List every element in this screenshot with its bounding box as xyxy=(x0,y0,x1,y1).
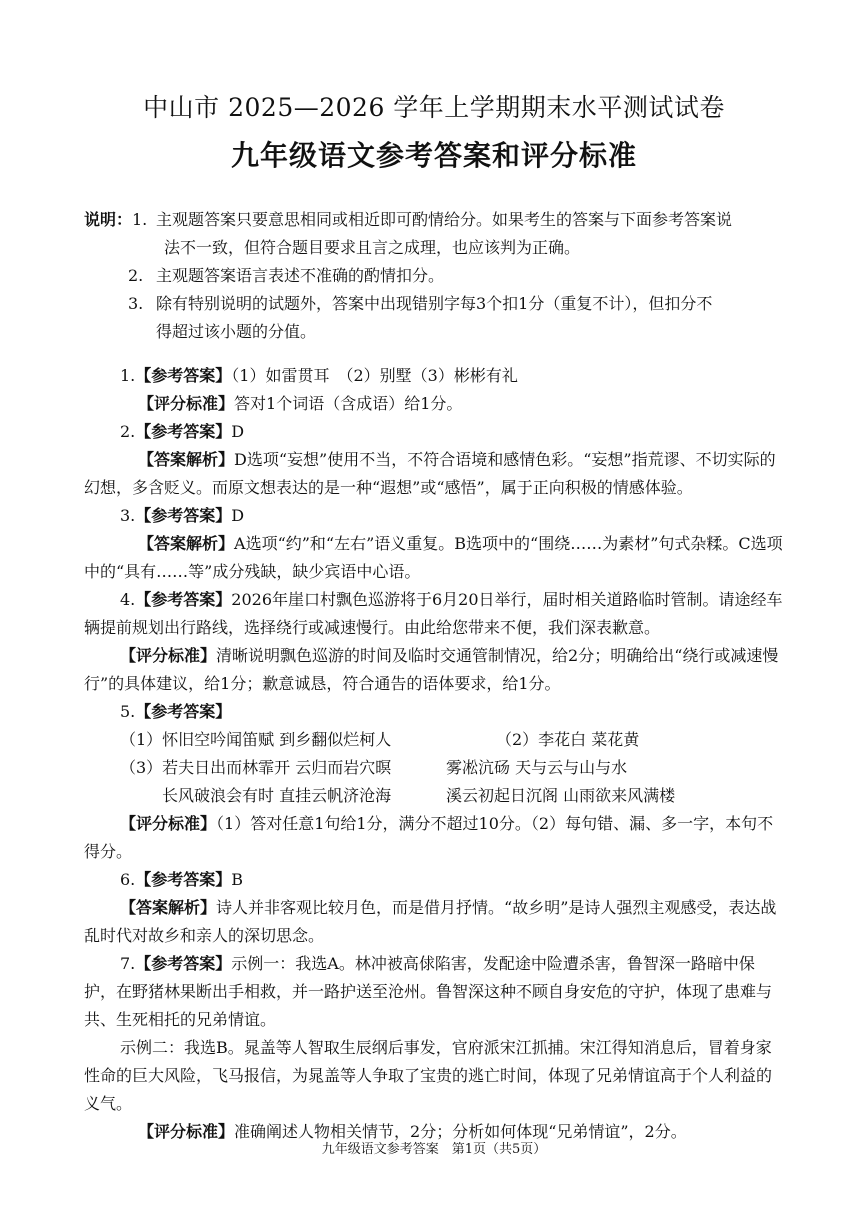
instruction-text-continued: 得超过该小题的分值。 xyxy=(156,322,317,341)
answer-text: 2026年崖口村飘色巡游将于6月20日举行，届时相关道路临时管制。请途经车辆提前规划出行路线，选择绕行或减速慢行。由此给您带来不便，我们深表歉意。 xyxy=(84,590,783,637)
question-4-answer xyxy=(84,586,786,642)
instruction-number: 1. xyxy=(132,210,148,229)
exam-title: 中山市 2025—2026 学年上学期期末水平测试试卷 xyxy=(143,93,725,122)
scoring-text: 答对1个词语（含成语）给1分。 xyxy=(234,394,463,413)
poem-line-row xyxy=(84,782,786,810)
answer-tag: 【参考答案】 xyxy=(135,702,232,721)
question-7-example-2 xyxy=(84,1034,786,1118)
question-number: 5. xyxy=(120,702,136,721)
scoring-tag: 【评分标准】 xyxy=(120,646,217,665)
instruction-item-3 xyxy=(84,290,794,346)
question-number: 7. xyxy=(120,954,136,973)
analysis-text: D选项“妄想”使用不当，不符合语境和感情色彩。“妄想”指荒谬、不切实际的幻想，多含贬义。而原文想表达的是一种“遐想”或“感悟”，属于正向积极的情感体验。 xyxy=(84,450,776,497)
question-number: 2. xyxy=(120,422,136,441)
analysis-tag: 【答案解析】 xyxy=(138,534,235,553)
question-2-answer xyxy=(84,418,786,446)
document-subtitle: 九年级语文参考答案和评分标准 xyxy=(230,139,637,172)
scoring-tag: 【评分标准】 xyxy=(120,814,217,833)
answer-tag: 【参考答案】 xyxy=(135,422,232,441)
question-number: 6. xyxy=(120,870,136,889)
page-footer: 九年级语文参考答案 第1页（共5页） xyxy=(321,1142,547,1157)
answer-tag: 【参考答案】 xyxy=(135,954,232,973)
instruction-item-2 xyxy=(84,262,794,290)
answer-text: D xyxy=(231,506,245,525)
question-1-scoring xyxy=(84,390,786,418)
answer-tag: 【参考答案】 xyxy=(135,366,232,385)
scoring-text: 清晰说明飘色巡游的时间及临时交通管制情况，给2分；明确给出“绕行或减速慢行”的具体建议，给1分；歉意诚恳，符合通告的语体要求，给1分。 xyxy=(84,646,779,693)
instructions-section xyxy=(84,206,794,346)
answer-text: 示例二：我选B。晁盖等人智取生辰纲后事发，官府派宋江抓捕。宋江得知消息后，冒着身家性命的巨大风险，飞马报信，为晁盖等人争取了宝贵的逃亡时间，体现了兄弟情谊高于个人利益的义气。 xyxy=(84,1038,773,1113)
answer-tag: 【参考答案】 xyxy=(135,590,232,609)
poem-line-row xyxy=(84,754,786,782)
question-5-scoring xyxy=(84,810,786,866)
analysis-tag: 【答案解析】 xyxy=(120,898,217,917)
question-2-analysis xyxy=(84,446,786,502)
question-6-analysis xyxy=(84,894,786,950)
poem-line-row xyxy=(84,726,786,754)
answer-tag: 【参考答案】 xyxy=(135,870,232,889)
instruction-text: 除有特别说明的试题外，答案中出现错别字每3个扣1分（重复不计），但扣分不 xyxy=(156,294,713,313)
scoring-text: （1）答对任意1句给1分，满分不超过10分。（2）每句错、漏、多一字，本句不得分。 xyxy=(84,814,774,861)
poem-answer: 长风破浪会有时 直挂云帆济沧海 xyxy=(162,786,392,805)
scoring-text: 准确阐述人物相关情节，2分；分析如何体现“兄弟情谊”，2分。 xyxy=(234,1122,687,1141)
instruction-item-1 xyxy=(84,206,794,262)
instruction-number: 2. xyxy=(128,266,144,285)
question-1-answer xyxy=(84,362,786,390)
question-3-analysis xyxy=(84,530,786,586)
poem-answer: （1）怀旧空吟闻笛赋 到乡翻似烂柯人 xyxy=(120,730,392,749)
instruction-number: 3. xyxy=(128,294,144,313)
instructions-label: 说明： xyxy=(84,210,133,229)
instruction-text: 主观题答案语言表述不准确的酌情扣分。 xyxy=(156,266,445,285)
question-3-answer xyxy=(84,502,786,530)
scoring-tag: 【评分标准】 xyxy=(138,394,235,413)
poem-answer: 溪云初起日沉阁 山雨欲来风满楼 xyxy=(446,786,676,805)
analysis-text: A选项“约”和“左右”语义重复。B选项中的“围绕……为素材”句式杂糅。C选项中的“具有……等”成分残缺，缺少宾语中心语。 xyxy=(84,534,783,581)
answer-text: B xyxy=(231,870,244,889)
answers-section xyxy=(84,362,786,1146)
poem-answer: （2）李花白 菜花黄 xyxy=(496,730,640,749)
answer-text: 示例一：我选A。林冲被高俅陷害，发配途中险遭杀害，鲁智深一路暗中保护，在野猪林果断出手相救，并一路护送至沧州。鲁智深这种不顾自身安危的守护，体现了患难与共、生死相托的兄弟情谊。 xyxy=(84,954,773,1029)
analysis-text: 诗人并非客观比较月色，而是借月抒情。“故乡明”是诗人强烈主观感受，表达战乱时代对故乡和亲人的深切思念。 xyxy=(84,898,777,945)
question-number: 1. xyxy=(120,366,136,385)
question-number: 3. xyxy=(120,506,136,525)
answer-text: （1）如雷贯耳 （2）别墅（3）彬彬有礼 xyxy=(231,366,518,385)
poem-answer: （3）若夫日出而林霏开 云归而岩穴暝 xyxy=(120,758,392,777)
answer-text: D xyxy=(231,422,245,441)
question-number: 4. xyxy=(120,590,136,609)
instruction-text-continued: 法不一致，但符合题目要求且言之成理，也应该判为正确。 xyxy=(164,238,581,257)
question-7-answer xyxy=(84,950,786,1034)
analysis-tag: 【答案解析】 xyxy=(138,450,235,469)
question-4-scoring xyxy=(84,642,786,698)
instruction-text: 主观题答案只要意思相同或相近即可酌情给分。如果考生的答案与下面参考答案说 xyxy=(156,210,733,229)
scoring-tag: 【评分标准】 xyxy=(138,1122,235,1141)
answer-tag: 【参考答案】 xyxy=(135,506,232,525)
poem-answer: 雾凇沆砀 天与云与山与水 xyxy=(446,758,628,777)
question-5-answer xyxy=(84,698,786,726)
question-6-answer xyxy=(84,866,786,894)
